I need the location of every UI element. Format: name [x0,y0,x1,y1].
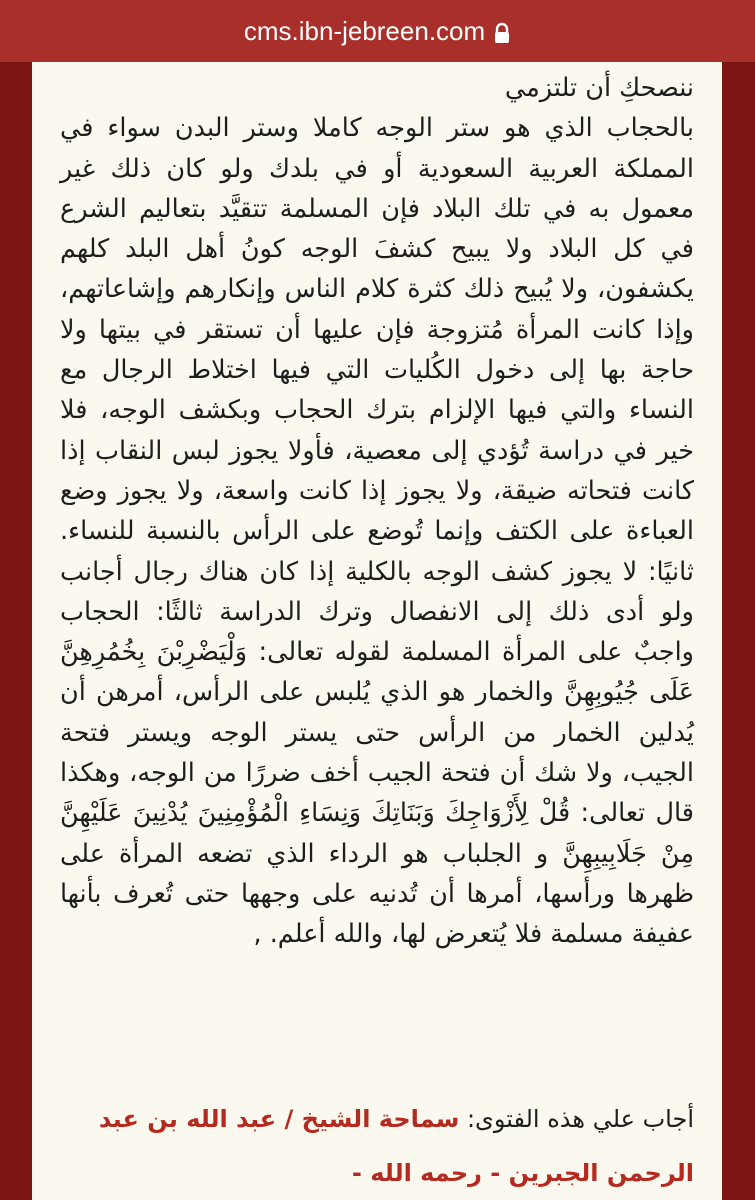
fatwa-page [32,62,722,1200]
url-text[interactable]: cms.ibn-jebreen.com [243,15,486,46]
answer-prefix: أجاب علي هذه الفتوى: [466,1105,694,1133]
scholar-name: سماحة الشيخ / عبد الله بن عبد الرحمن الجبرين - رحمه الله - [98,1105,694,1187]
address-bar[interactable] [0,0,755,62]
page-frame-right [722,62,755,1200]
answer-attribution [60,1092,694,1200]
page-frame-left [0,62,32,1200]
fatwa-lead: ننصحكِ أن تلتزمي [504,73,694,103]
fatwa-text [60,68,694,955]
fatwa-body: بالحجاب الذي هو ستر الوجه كاملا وستر البدن سواء في المملكة العربية السعودية أو في بلدك ولو كان ذلك غير معمول به في تلك البلاد فإن المسلمة تتقيَّد بتعاليم الشرع في كل البلاد ولا يبيح كشفَ الوجه كونُ أهل البلد كلهم يكشفون، ولا يُبيح ذلك كثرة كلام الناس وإنكارهم وإشاعاتهم، وإذا كانت المرأة مُتزوجة فإن عليها أن تستقر في بيتها ولا حاجة بها إلى دخول الكُليات التي فيها اختلاط الرجال مع النساء والتي فيها الإلزام بترك الحجاب وبكشف الوجه، فلا خير في دراسة تُؤدي إلى معصية، فأولا يجوز لبس النقاب إذا كانت فتحاته ضيقة، ولا يجوز إذا كانت واسعة، ولا يجوز وضع العباءة على الكتف وإنما تُوضع على الرأس بالنسبة للنساء. ثانيًا: لا يجوز كشف الوجه بالكلية إذا كان هناك رجال أجانب ولو أدى ذلك إلى الانفصال وترك الدراسة ثالثًا: الحجاب واجبٌ على المرأة المسلمة لقوله تعالى: وَلْيَضْرِبْنَ بِخُمُرِهِنَّ عَلَى جُيُوبِهِنَّ والخمار هو الذي يُلبس على الرأس، أمرهن أن يُدلين الخمار من الرأس حتى يستر الوجه ويستر فتحة الجيب، ولا شك أن فتحة الجيب أخف ضررًا من الوجه، وهكذا قال تعالى: قُلْ لِأَزْوَاجِكَ وَبَنَاتِكَ وَنِسَاءِ الْمُؤْمِنِينَ يُدْنِينَ عَلَيْهِنَّ مِنْ جَلَابِيبِهِنَّ و الجلباب هو الرداء الذي تضعه المرأة على ظهرها ورأسها، أمرها أن تُدنيه على وجهها حتى تُعرف بأنها عفيفة مسلمة فلا يُتعرض لها، والله أعلم. , [60,113,694,950]
lock-icon [493,20,511,42]
